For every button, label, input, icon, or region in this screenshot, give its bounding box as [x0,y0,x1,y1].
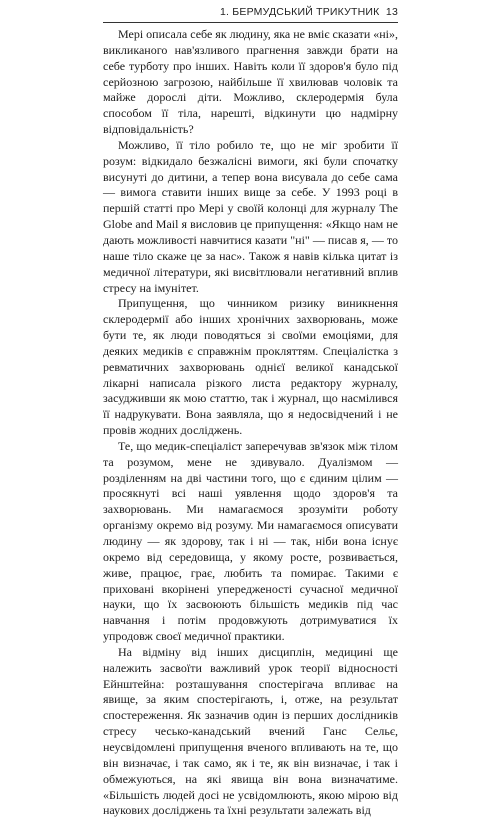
paragraph: Можливо, її тіло робило те, що не міг зробити її розум: відкидало безжалісні вимоги, які були спочатку висунуті до дитини, а тепер вона висувала до себе сама — вимога ставити інших вище за себе. У 1993 році в першій статті про Мері у своїй колонці для журналу The Globe and Mail я висловив це припущення: «Якщо нам не дають можливості навчитися казати "ні" — писав я, — то наше тіло скаже це за нас». Також я навів кілька цитат із медичної літератури, які висвітлювали негативний вплив стресу на імунітет. [103,137,398,295]
running-header [103,6,398,23]
paragraph: На відміну від інших дисциплін, медицині ще належить засвоїти важливий урок теорії відносності Ейнштейна: розташування спостерігача впливає на явище, за яким спостерігають, і, отже, на результат спостереження. Як зазначив один із перших дослідників стресу чесько-канадський вчений Ганс Сельє, неусвідомлені припущення вченого впливають на те, що він визначає, і так само, як і те, як він визначає, і так і обмежуються, на які явища він вона визначатиме. «Більшість людей досі не усвідомлюють, якою мірою від наукових досліджень та їхні результати залежать від [103,644,398,818]
paragraph: Припущення, що чинником ризику виникнення склеродермії або інших хронічних захворювань, може бути те, як люди поводяться зі своїми емоціями, для деяких медиків є справжнім прокляттям. Спеціалістка з ревматичних захворювань однієї великої канадської лікарні написала різкого листа редактору журналу, засудживши як мою статтю, так і журнал, що насмілився її надрукувати. Вона заявляла, що я недосвідчений і не провів жодних досліджень. [103,296,398,438]
chapter-title: 1. БЕРМУДСЬКИЙ ТРИКУТНИК [220,6,380,18]
page-body [103,27,398,819]
page-number: 13 [385,6,398,18]
paragraph: Те, що медик-спеціаліст заперечував зв'язок між тілом та розумом, мене не здивувало. Дуалізмом — розділенням на дві частини того, що є єдиним цілим — просякнуті всі наші уявлення щодо здоров'я та захворювань. Ми намагаємося зрозуміти роботу організму окремо від розуму. Ми намагаємося описувати людину — як здорову, так і ні — так, ніби вона існує окремо від середовища, у якому росте, розвивається, живе, працює, грає, любить та помирає. Такими є приховані вкорінені упередженості сучасної медичної науки, що їх засвоюють більшість медиків під час навчання і потім продовжують дотримуватися їх упродовж своєї медичної практики. [103,438,398,644]
paragraph: Мері описала себе як людину, яка не вміє сказати «ні», викликаного нав'язливого прагнення завжди брати на себе турботу про інших. Навіть коли її здоров'я було під серйозною загрозою, найбільше її хвилював чоловік та майже дорослі діти. Можливо, склеродермія була способом її тіла, нарешті, відкинути цю надмірну відповідальність? [103,27,399,137]
